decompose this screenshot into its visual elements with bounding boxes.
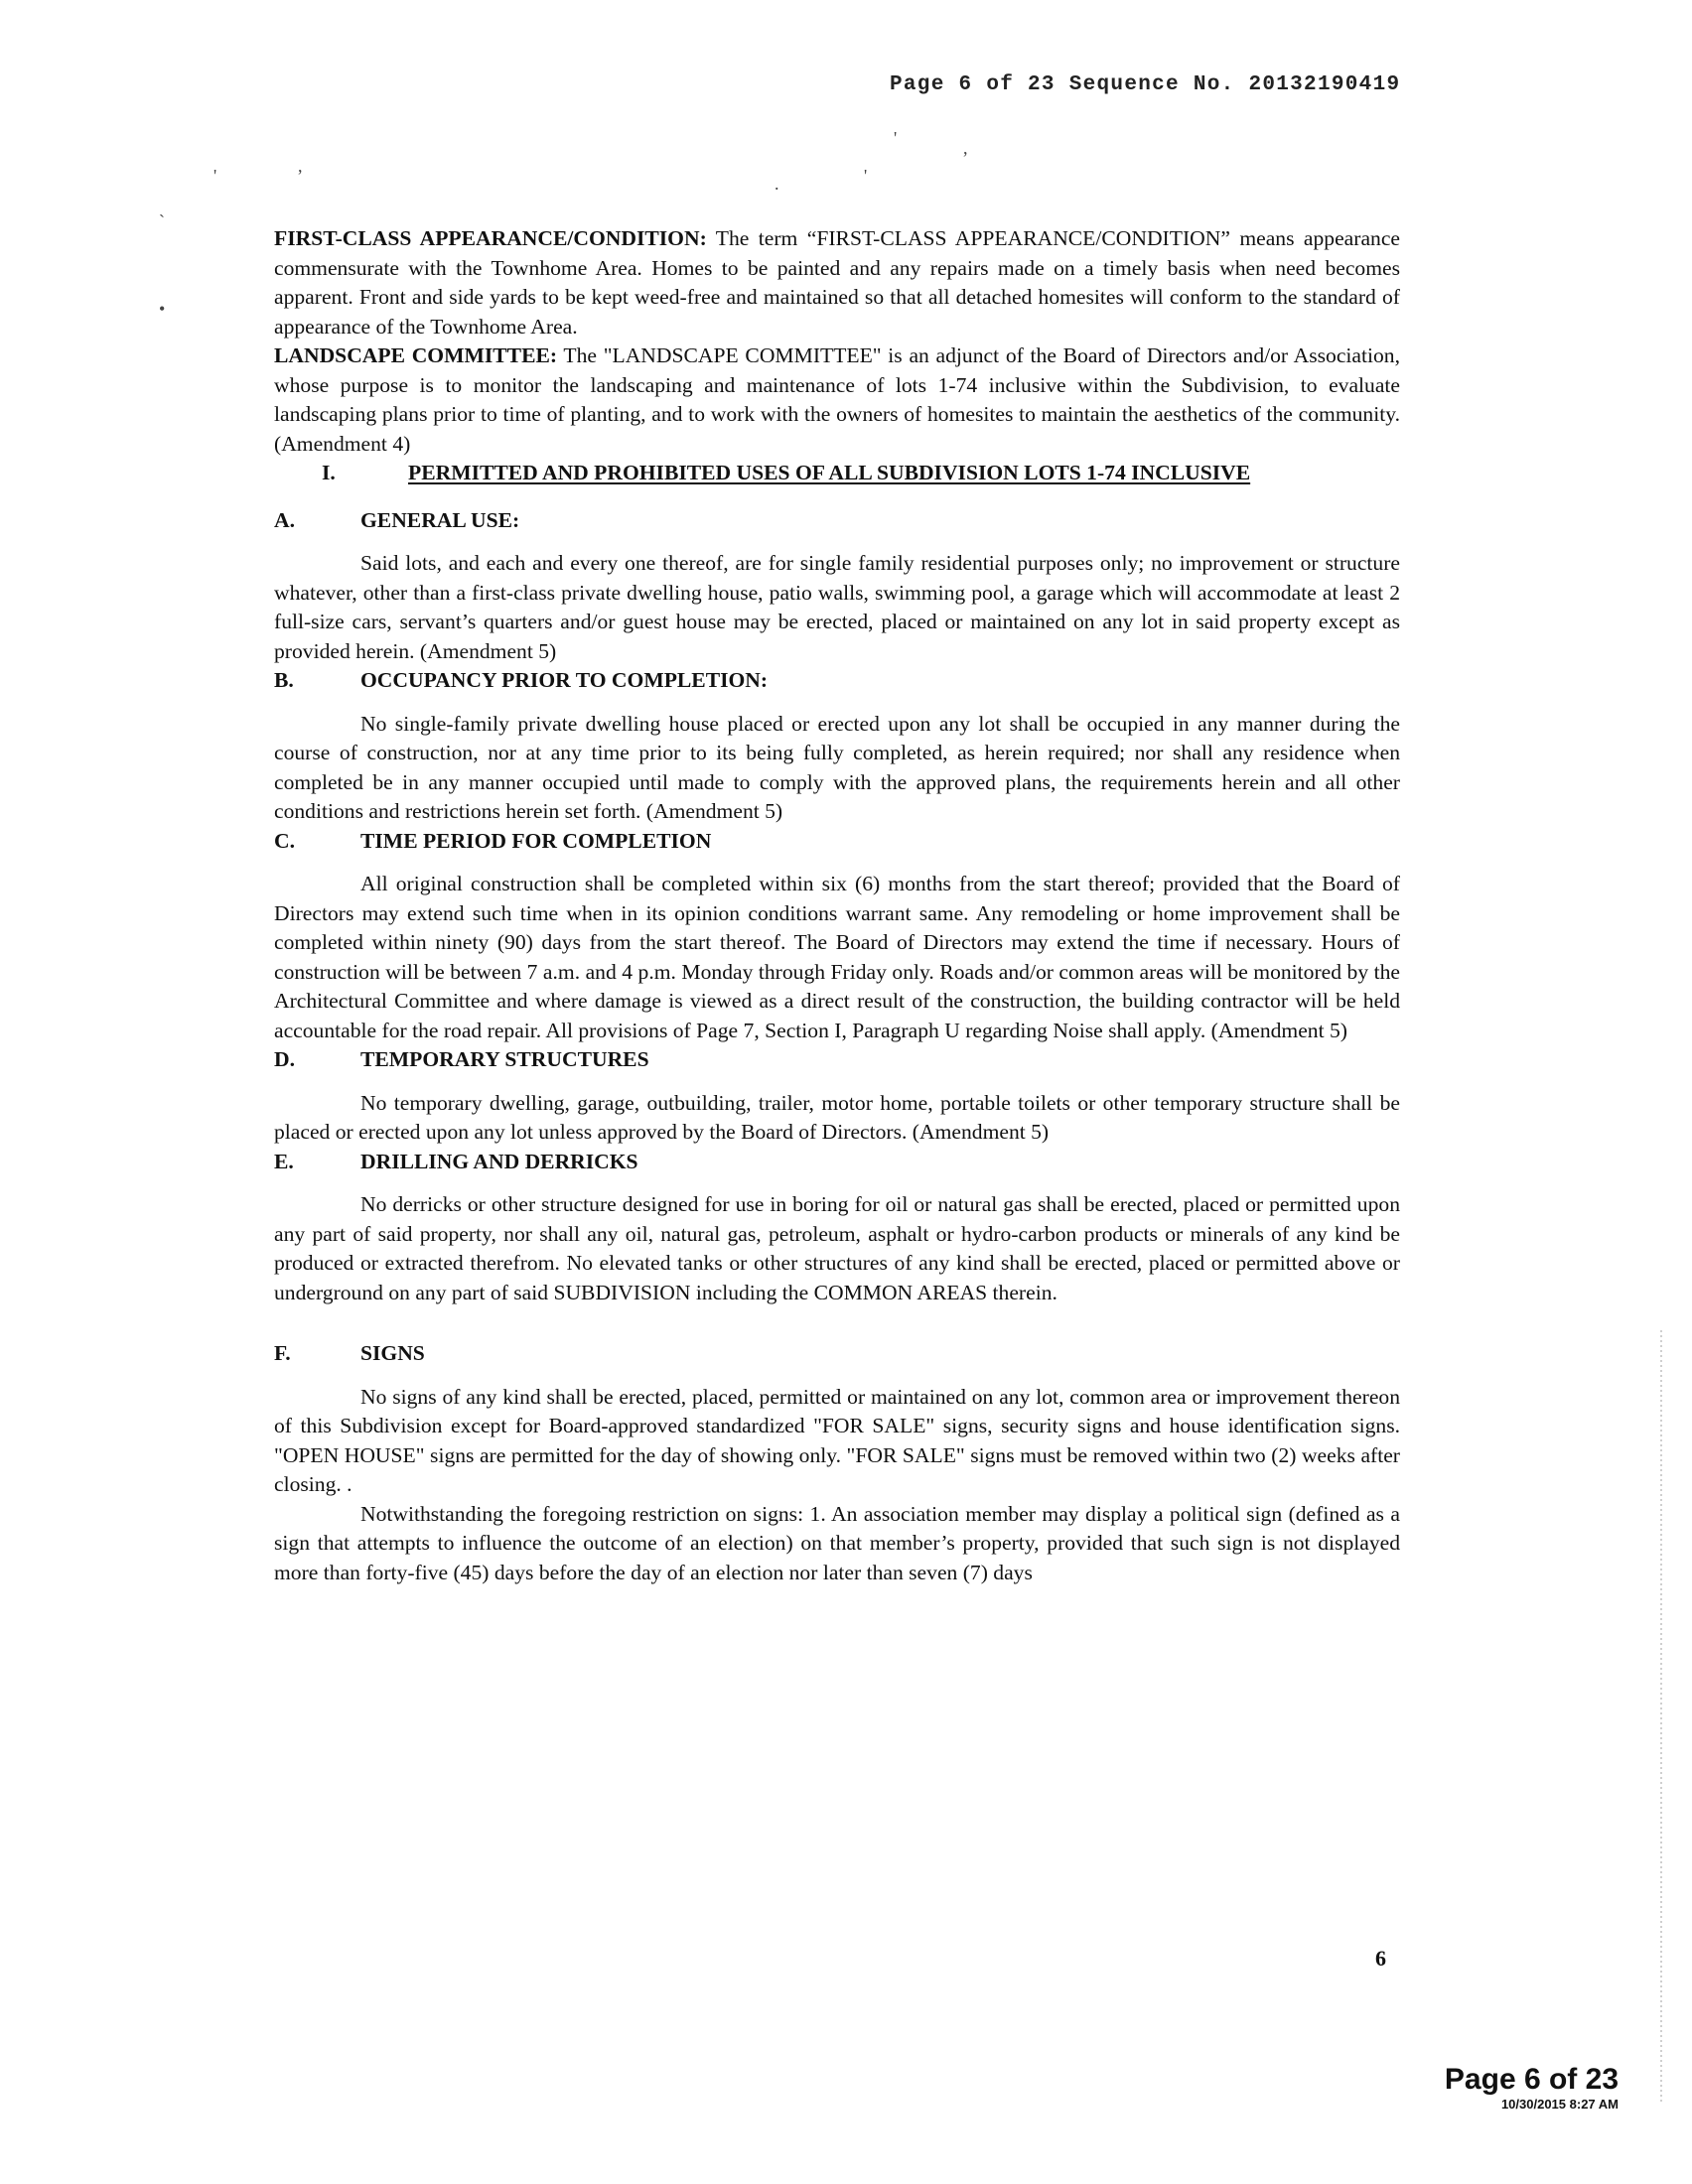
page-number: 6 (1375, 1946, 1386, 1971)
item-title: GENERAL USE: (360, 507, 520, 532)
item-title: OCCUPANCY PRIOR TO COMPLETION: (360, 668, 769, 692)
item-paragraph: Said lots, and each and every one thereof, are for single family residential purposes only; no improvement or structure whatever, other than a first-class private dwelling house, patio walls, swimming pool, a garage which will accommodate at least 2 full-size cars, servant’s quarters and/or guest house may be erected, placed or maintained on any lot in said property except as provided herein. (Amendment 5) (274, 551, 1400, 663)
item-title: TIME PERIOD FOR COMPLETION (360, 828, 712, 853)
item-paragraph: No single-family private dwelling house placed or erected upon any lot shall be occupied in any manner during the course of construction, nor at any time prior to its being fully completed, as herein required; nor shall any residence when completed be in any manner occupied until made to comply with the approved plans, the requirements herein and all other conditions and restrictions herein set forth. (Amendment 5) (274, 711, 1400, 823)
definition-text: The "LANDSCAPE COMMITTEE" is an adjunct of the Board of Directors and/or Association, whose purpose is to monitor the landscaping and maintenance of lots 1-74 inclusive within the Subdivision, to evaluate landscaping plans prior to time of planting, and to work with the owners of homesites to maintain the aesthetics of the community. (Amendment 4) (274, 343, 1400, 456)
item-heading-d (274, 1045, 1400, 1075)
item-letter: F. (274, 1341, 291, 1365)
item-heading-f (274, 1339, 1400, 1369)
definition-term: FIRST-CLASS APPEARANCE/CONDITION: (274, 226, 707, 250)
item-heading-b (274, 666, 1400, 696)
item-letter: E. (274, 1149, 294, 1173)
item-title: DRILLING AND DERRICKS (360, 1149, 638, 1173)
section-title: PERMITTED AND PROHIBITED USES OF ALL SUBDIVISION LOTS 1-74 INCLUSIVE (408, 461, 1251, 484)
item-paragraph: No temporary dwelling, garage, outbuilding, trailer, motor home, portable toilets or other temporary structure shall be placed or erected upon any lot unless approved by the Board of Directors. (Amendment 5) (274, 1090, 1400, 1144)
recorder-stamp (1440, 2063, 1619, 2113)
item-letter: A. (274, 507, 295, 532)
item-heading-a (274, 506, 1400, 536)
section-heading (274, 459, 1400, 488)
definition-term: LANDSCAPE COMMITTEE: (274, 343, 558, 367)
section-number: I. (322, 461, 336, 484)
sequence-header: Page 6 of 23 Sequence No. 20132190419 (890, 73, 1401, 96)
item-title: TEMPORARY STRUCTURES (360, 1047, 649, 1071)
item-heading-e (274, 1148, 1400, 1177)
item-paragraph: Notwithstanding the foregoing restriction on signs: 1. An association member may display a political sign (defined as a sign that attempts to influence the outcome of an election) on that member’s property, provided that such sign is not displayed more than forty-five (45) days before the day of an election nor later than seven (7) days (274, 1501, 1400, 1584)
stamp-datetime: 10/30/2015 8:27 AM (1500, 2097, 1619, 2112)
definition-text: The term “FIRST-CLASS APPEARANCE/CONDITION” means appearance commensurate with the Townhome Area. Homes to be painted and any repairs made on a timely basis when need becomes apparent. Front and side yards to be kept weed-free and maintained so that all detached homesites will conform to the standard of appearance of the Townhome Area. (274, 226, 1400, 339)
definition-landscape-committee (274, 341, 1400, 459)
scan-edge-line (1660, 1330, 1662, 2105)
item-letter: B. (274, 668, 294, 692)
spacer (274, 1307, 1400, 1339)
document-body (274, 224, 1400, 1587)
item-heading-c (274, 827, 1400, 857)
item-letter: D. (274, 1047, 295, 1071)
item-paragraph: No signs of any kind shall be erected, placed, permitted or maintained on any lot, common area or improvement thereon of this Subdivision except for Board-approved standardized "FOR SALE" signs, security signs and house identification signs. "OPEN HOUSE" signs are permitted for the day of showing only. "FOR SALE" signs must be removed within two (2) weeks after closing. . (274, 1384, 1400, 1496)
item-paragraph: All original construction shall be completed within six (6) months from the start thereof; provided that the Board of Directors may extend such time when in its opinion conditions warrant same. Any remodeling or home improvement shall be completed within ninety (90) days from the start thereof. The Board of Directors may extend the time if necessary. Hours of construction will be between 7 a.m. and 4 p.m. Monday through Friday only. Roads and/or common areas will be monitored by the Architectural Committee and where damage is viewed as a direct result of the construction, the building contractor will be held accountable for the road repair. All provisions of Page 7, Section I, Paragraph U regarding Noise shall apply. (Amendment 5) (274, 872, 1400, 1042)
item-letter: C. (274, 828, 295, 853)
item-paragraph: No derricks or other structure designed for use in boring for oil or natural gas shall be erected, placed or permitted upon any part of said property, nor shall any oil, natural gas, petroleum, asphalt or hydro-carbon products or minerals of any kind be produced or extracted therefrom. No elevated tanks or other structures of any kind shall be erected, placed or permitted above or underground on any part of said SUBDIVISION including the COMMON AREAS therein. (274, 1192, 1400, 1304)
definition-first-class (274, 224, 1400, 341)
item-title: SIGNS (360, 1341, 425, 1365)
stamp-page: Page 6 of 23 (1444, 2063, 1619, 2096)
